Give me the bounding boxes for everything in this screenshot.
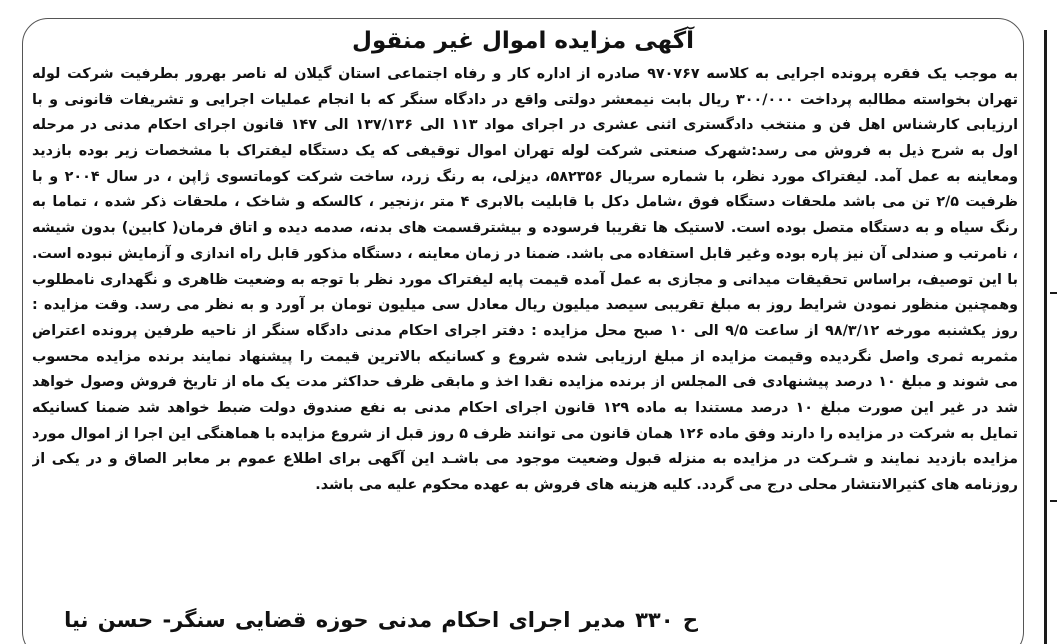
notice-line: به موجب یک فقره پرونده اجرایی به کلاسه ۹۷۰۷۶۷ صادره از اداره کار و رفاه اجتماعی استان گیلان له ناصر بهرور بطرفیت شرکت لوله	[32, 66, 1018, 82]
divider-tick	[1050, 292, 1057, 294]
notice-line: وهمچنین منظور نمودن شرایط روز به مبلغ تقریبی سیصد میلیون ریال معادل سی میلیون تومان بر آورد و به نظر می رسد. وقت مزایده :	[32, 297, 1018, 314]
notice-line: ومعاینه به عمل آمد. لیفتراک مورد نظر، با شماره سریال ۵۸۲۳۵۶، دیزلی، به رنگ زرد، ساخت شرکت کوماتسوی ژاپن ، در سال ۲۰۰۴ و با	[32, 168, 1018, 185]
notice-line: ظرفیت ۲/۵ تن می باشد ملحقات دستگاه فوق ،شامل دکل با قابلیت بالابری ۴ متر ،زنجیر ، کالسکه و شاخک ، ملحقات ذکر شده ، تماما به	[32, 194, 1018, 211]
notice-line: مزایده بازدید نمایند و شـرکت در مزایده به منزله قبول وضعیت موجود می باشـد این آگهی برای اطلاع عموم بر معابر الصاق و در یکی از	[32, 451, 1018, 468]
notice-signature: ح ۳۳۰ مدیر اجرای احکام مدنی حوزه قضایی سنگر- حسن نیا	[64, 608, 698, 632]
notice-line: با این توصیف، براساس تحقیقات میدانی و مجازی به عمل آمده قیمت پایه لیفتراک مورد نظر با توجه به وضعیت ظاهری و نگهداری نامطلوب	[32, 271, 1018, 288]
notice-line: ارزیابی کارشناس اهل فن و منتخب دادگستری اثنی عشری در اجرای مواد ۱۱۳ الی ۱۳۷/۱۳۶ الی ۱۴۷ قانون اجرای احکام مدنی در مرحله	[32, 117, 1018, 134]
notice-line: رنگ سیاه و به دستگاه متصل بوده است. لاستیک ها تقریبا فرسوده و بیشترقسمت های بدنه، صدمه دیده و اتاق فرمان( کابین) بدون شیشه	[32, 220, 1018, 237]
notice-line: تهران بخواسته مطالبه پرداخت ۳۰۰/۰۰۰ ریال بابت نیمعشر دولتی واقع در دادگاه سنگر که با انجام عملیات اجرایی و تشریفات قانونی و با	[32, 91, 1018, 108]
notice-line: شد در غیر این صورت مبلغ ۱۰ درصد مستندا به ماده ۱۲۹ قانون اجرای احکام مدنی به نفع صندوق دولت ضبط خواهد شد ضمنا کسانیکه	[32, 399, 1018, 416]
notice-line: اول به شرح ذیل به فروش می رسد:شهرک صنعتی شرکت لوله تهران اموال توقیفی که یک دستگاه لیفتراک با مشخصات زیر بوده بازدید	[32, 143, 1018, 160]
notice-line: ، نامرتب و صندلی آن نیز پاره بوده وغیر قابل استفاده می باشد. ضمنا در زمان معاینه ، دستگاه مذکور قابل راه اندازی و آزمایش نبوده است.	[32, 245, 1018, 262]
column-divider	[1044, 30, 1047, 644]
notice-line: روز یکشنبه مورخه ۹۸/۳/۱۲ از ساعت ۹/۵ الی ۱۰ صبح محل مزایده : دفتر اجرای احکام مدنی دادگاه سنگر از ناحیه طرفین پرونده اعتراض	[32, 322, 1018, 339]
notice-title: آگهی مزایده اموال غیر منقول	[351, 28, 695, 54]
notice-line: مثمربه ثمری واصل نگردیده وقیمت مزایده از مبلغ ارزیابی شده شروع و کسانیکه بالاترین قیمت را پیشنهاد نمایند برنده مزایده محسوب	[32, 348, 1018, 365]
notice-line: تمایل به شرکت در مزایده را دارند وفق ماده ۱۲۶ همان قانون می توانند ظرف ۵ روز قبل از شروع مزایده با هماهنگی این اجرا از اموال مورد	[32, 425, 1018, 442]
notice-body	[32, 62, 1018, 499]
notice-line-last: روزنامه های کثیرالانتشار محلی درج می گردد. کلیه هزینه های فروش به عهده محکوم علیه می باشد.	[315, 477, 1018, 493]
notice-line: می شوند و مبلغ ۱۰ درصد پیشنهادی فی المجلس از برنده مزایده نقدا اخذ و مابقی ظرف حداکثر مدت یک ماه از تاریخ فروش وصول خواهد	[32, 374, 1018, 391]
divider-tick	[1050, 500, 1057, 502]
